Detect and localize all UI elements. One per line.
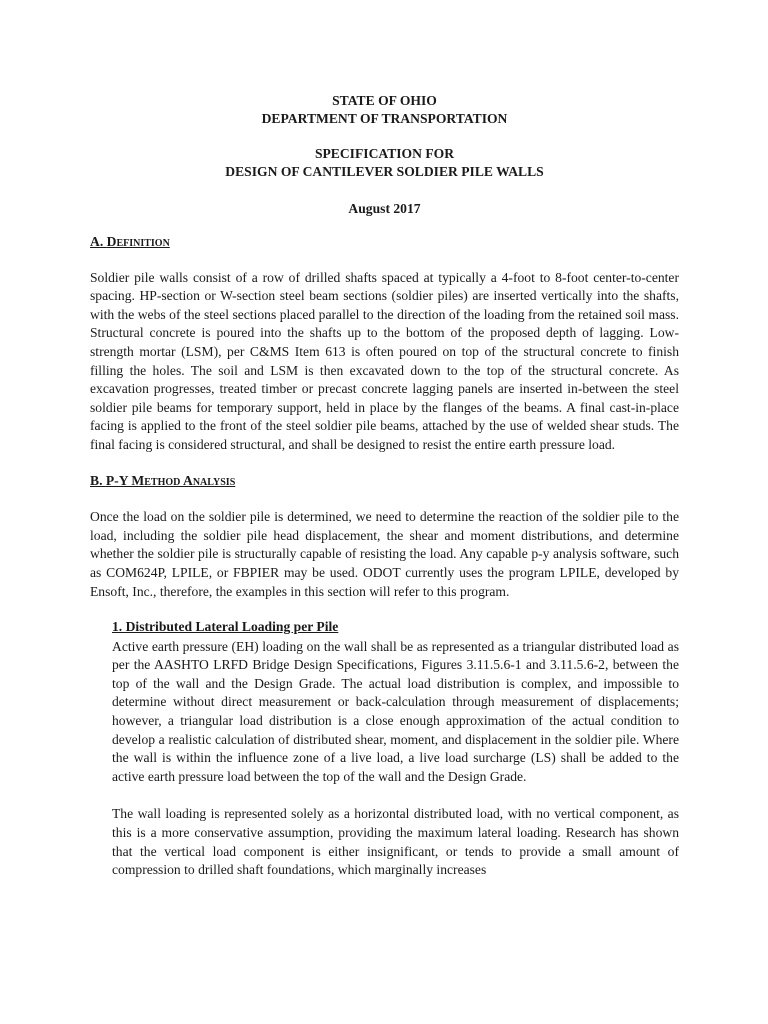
document-page	[90, 92, 679, 880]
section-b-title: P-Y Method Analysis	[105, 472, 236, 488]
document-title: DESIGN OF CANTILEVER SOLDIER PILE WALLS	[225, 164, 544, 179]
subsection-1-heading: 1. Distributed Lateral Loading per Pile	[112, 619, 339, 635]
section-b-body: Once the load on the soldier pile is determined, we need to determine the reaction of the soldier pile to the load, including the soldier pile head displacement, the shear and moment distributions, and determine whether the soldier pile is structurally capable of resisting the load. Any capable p-y analysis software, such as COM624P, LPILE, or FBPIER may be used. ODOT currently uses the program LPILE, developed by Ensoft, Inc., therefore, the examples in this section will refer to this program.	[90, 509, 679, 599]
subsection-1-para-1: Active earth pressure (EH) loading on the wall shall be as represented as a triangular distributed load as per the AASHTO LRFD Bridge Design Specifications, Figures 3.11.5.6-1 and 3.11.5.6-2, between the top of the wall and the Design Grade. The actual load distribution is complex, and impossible to determine without direct measurement or back-calculation through measurement of displacements; however, a triangular load distribution is a close enough approximation of the actual condition to develop a realistic calculation of distributed shear, moment, and displacement in the soldier pile. Where the wall is within the influence zone of a live load, a live load surcharge (LS) shall be added to the active earth pressure load between the top of the wall and the Design Grade.	[112, 638, 679, 784]
section-a-body: Soldier pile walls consist of a row of drilled shafts spaced at typically a 4-foot to 8-foot center-to-center spacing. HP-section or W-section steel beam sections (soldier piles) are inserted vertically into the shafts, with the webs of the steel sections placed parallel to the direction of the loading from the retained soil mass. Structural concrete is poured into the shafts up to the bottom of the proposed depth of lagging. Low-strength mortar (LSM), per C&MS Item 613 is often poured on top of the structural concrete to finish filling the holes. The soil and LSM is then excavated down to the top of the structural concrete. As excavation progresses, treated timber or precast concrete lagging panels are inserted in-between the steel soldier pile beams for temporary support, held in place by the flanges of the beams. A final cast-in-place facing is applied to the front of the steel soldier pile beams, attached by the use of welded shear studs. The final facing is considered structural, and shall be designed to resist the entire earth pressure load.	[90, 269, 679, 452]
section-b-heading	[90, 472, 679, 491]
subsection-1-para-2: The wall loading is represented solely as a horizontal distributed load, with no vertical component, as this is a more conservative assumption, providing the maximum lateral loading. Research has shown that the vertical load component is either insignificant, or tends to provide a small amount of compression to drilled shaft foundations, which marginally increases	[112, 806, 679, 878]
section-a-heading	[90, 233, 679, 252]
section-a-prefix: A.	[90, 234, 107, 249]
section-a-title: Definition	[106, 234, 170, 249]
header-department: DEPARTMENT OF TRANSPORTATION	[261, 111, 508, 126]
header-state: STATE OF OHIO	[332, 93, 437, 108]
header-spec-for: SPECIFICATION FOR	[314, 146, 455, 161]
document-header	[90, 92, 679, 218]
section-b-prefix: B.	[90, 472, 106, 488]
document-date: August 2017	[348, 201, 421, 216]
